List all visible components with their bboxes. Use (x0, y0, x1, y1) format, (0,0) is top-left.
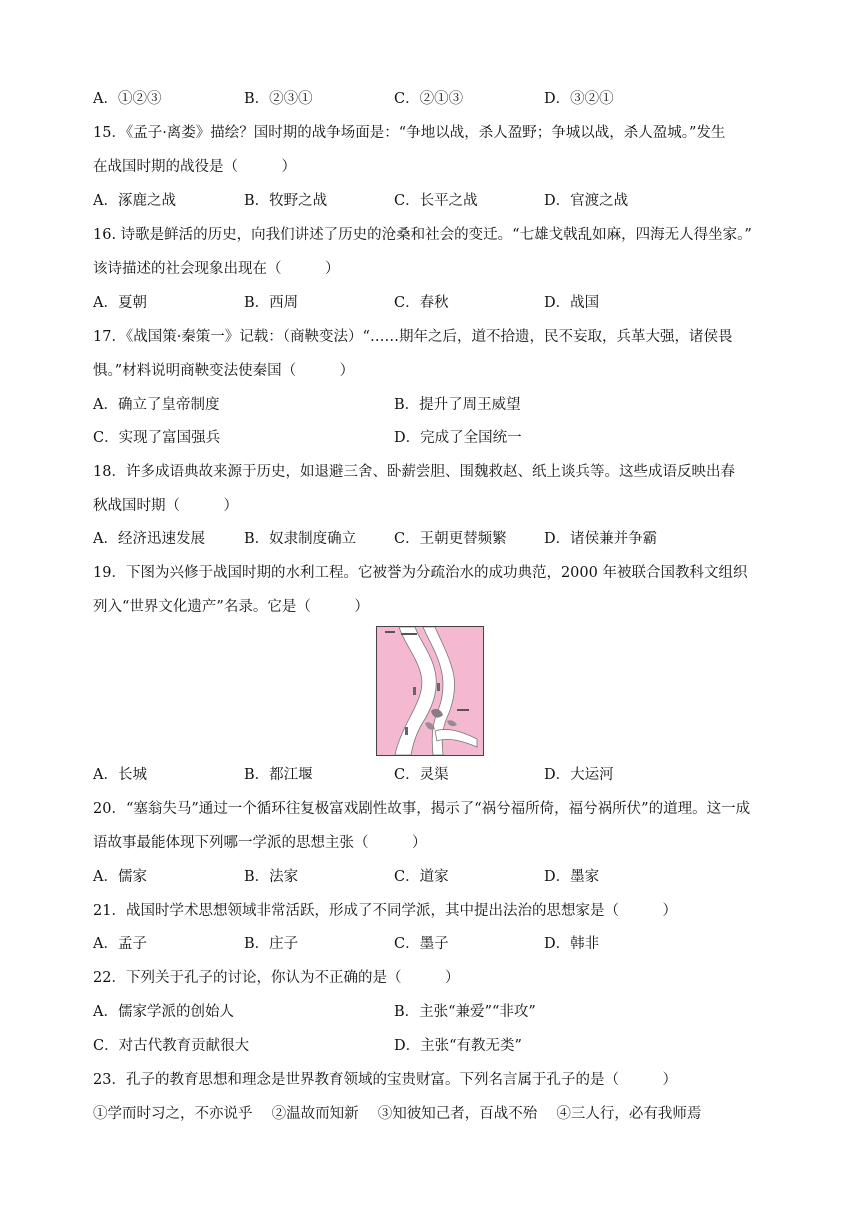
q22-option-d: D．主张“有教无类” (394, 1038, 522, 1054)
q16-stem-line1: 16. 诗歌是鲜活的历史，向我们讲述了历史的沧桑和社会的变迁。“七雄戈戟乱如麻，四海无人得坐家。” (93, 227, 752, 243)
q19-option-b: B．都江堰 (244, 767, 313, 783)
q15-option-d: D．官渡之战 (544, 193, 629, 209)
q22-option-c: C．对古代教育贡献很大 (93, 1038, 250, 1054)
q19-option-d: D．大运河 (544, 767, 614, 783)
q21-option-d: D．韩非 (544, 936, 600, 952)
q23-stem-line1: 23．孔子的教育思想和理念是世界教育领域的宝贵财富。下列名言属于孔子的是（ ） (93, 1072, 677, 1088)
q20-option-b: B．法家 (244, 869, 299, 885)
q15-option-a: A．涿鹿之战 (93, 193, 176, 209)
q23-stem-line2: ①学而时习之，不亦说乎 ②温故而知新 ③知彼知己者，百战不殆 ④三人行，必有我师焉 (93, 1106, 702, 1122)
q15-stem-line1: 15．《孟子·离娄》描绘？国时期的战争场面是：“争地以战，杀人盈野；争城以战，杀人盈城。”发生 (93, 125, 726, 141)
q15-option-b: B．牧野之战 (244, 193, 328, 209)
q18-option-c: C．王朝更替频繁 (394, 531, 507, 547)
q20-option-a: A．儒家 (93, 869, 147, 885)
q17-option-d: D．完成了全国统一 (394, 430, 522, 446)
q22-option-b: B．主张“兼爱”“非攻” (394, 1004, 536, 1020)
q17-stem-line2: 惧。”材料说明商鞅变法使秦国（ ） (93, 363, 355, 379)
q21-stem-line1: 21．战国时学术思想领域非常活跃，形成了不同学派，其中提出法治的思想家是（ ） (93, 903, 677, 919)
map-mark-1 (385, 631, 395, 633)
q17-option-b: B．提升了周王威望 (394, 397, 521, 413)
q21-option-c: C．墨子 (394, 936, 449, 952)
q17-stem-line1: 17．《战国策·秦策一》记载：（商鞅变法）“……期年之后，道不拾遗，民不妄取，兵革大强，诸侯畏 (93, 329, 733, 345)
river-map-illustration (377, 627, 483, 755)
q16-stem-line2: 该诗描述的社会现象出现在（ ） (93, 261, 340, 277)
q19-option-c: C．灵渠 (394, 767, 449, 783)
q22-option-a: A．儒家学派的创始人 (93, 1004, 234, 1020)
q16-option-b: B．西周 (244, 295, 299, 311)
q18-option-a: A．经济迅速发展 (93, 531, 205, 547)
q20-stem-line2: 语故事最能体现下列哪一学派的思想主张（ ） (93, 835, 427, 851)
q15-stem-line2: 在战国时期的战役是（ ） (93, 159, 296, 175)
q19-option-a: A．长城 (93, 767, 147, 783)
map-mark-5 (437, 683, 440, 691)
q19-stem-line2: 列入“世界文化遗产”名录。它是（ ） (93, 599, 369, 615)
dujiangyan-map-figure (376, 626, 484, 756)
q14-option-d: D．③②① (544, 91, 614, 107)
q21-option-a: A．孟子 (93, 936, 147, 952)
q16-option-a: A．夏朝 (93, 295, 147, 311)
q18-stem-line1: 18．许多成语典故来源于历史，如退避三舍、卧薪尝胆、围魏救赵、纸上谈兵等。这些成语反映出春 (93, 464, 735, 480)
q19-stem-line1: 19．下图为兴修于战国时期的水利工程。它被誉为分疏治水的成功典范，2000 年被联合国教科文组织 (93, 565, 748, 581)
q17-option-c: C．实现了富国强兵 (93, 430, 221, 446)
q15-option-c: C．长平之战 (394, 193, 478, 209)
map-mark-6 (405, 727, 408, 735)
map-mark-2 (401, 633, 417, 635)
q18-stem-line2: 秋战国时期（ ） (93, 498, 238, 514)
q14-option-b: B．②③① (244, 91, 313, 107)
q16-option-c: C．春秋 (394, 295, 449, 311)
q20-stem-line1: 20．“塞翁失马”通过一个循环往复极富戏剧性故事，揭示了“祸兮福所倚，福兮祸所伏”的道理。这一成 (93, 801, 751, 817)
q14-option-a: A．①②③ (93, 91, 162, 107)
q18-option-d: D．诸侯兼并争霸 (544, 531, 658, 547)
q22-stem-line1: 22．下列关于孔子的讨论，你认为不正确的是（ ） (93, 970, 460, 986)
q14-option-c: C．②①③ (394, 91, 464, 107)
q20-option-c: C．道家 (394, 869, 449, 885)
q18-option-b: B．奴隶制度确立 (244, 531, 357, 547)
q20-option-d: D．墨家 (544, 869, 600, 885)
map-mark-4 (413, 687, 416, 695)
q16-option-d: D．战国 (544, 295, 600, 311)
map-mark-3 (457, 709, 469, 711)
q17-option-a: A．确立了皇帝制度 (93, 397, 220, 413)
q21-option-b: B．庄子 (244, 936, 299, 952)
